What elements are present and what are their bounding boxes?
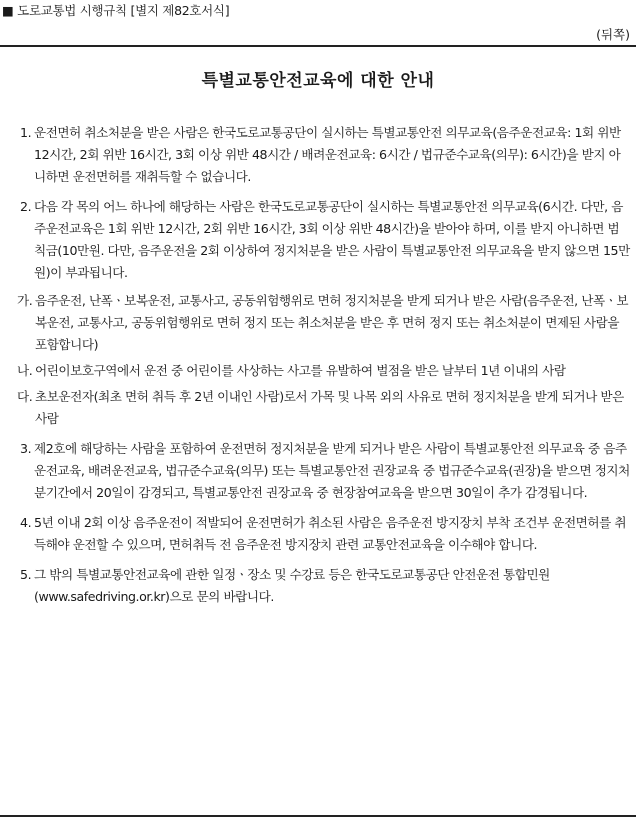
page-title: 특별교통안전교육에 대한 안내 [201, 71, 435, 91]
item-number: 5. [20, 567, 32, 582]
sub-item-number: 나. [17, 363, 33, 378]
sub-item-text: 어린이보호구역에서 운전 중 어린이를 사상하는 사고를 유발하여 벌점을 받은 날부터 1년 이내의 사람 [35, 363, 566, 378]
item-number: 2. [20, 199, 32, 214]
notice-body [17, 122, 630, 616]
notice-item-5 [20, 564, 630, 608]
item-text: 다음 각 목의 어느 하나에 해당하는 사람은 한국도로교통공단이 실시하는 특별교통안전 의무교육(6시간. 다만, 음주운전교육은 1회 위반 12시간, 2회 위반 16시간, 3회 이상 위반 48시간)을 받아야 하며, 이를 받지 아니하면 범칙금(10만원. 다만, 음주운전을 2회 이상하여 정지처분을 받은 사람이 특별교통안전 의무교육을 받지 않으면 15만원)이 부과됩니다. [34, 199, 630, 280]
bottom-divider [0, 815, 636, 817]
notice-sub-items [17, 290, 630, 430]
sub-item-text: 음주운전, 난폭ㆍ보복운전, 교통사고, 공동위험행위로 면허 정지처분을 받게 되거나 받은 사람(음주운전, 난폭ㆍ보복운전, 교통사고, 공동위험행위로 면허 정지 또는 취소처분을 받은 후 면허 정지 또는 취소처분이 면제된 사람을 포함합니다) [35, 293, 629, 352]
notice-item-2 [20, 196, 630, 284]
sub-item-number: 가. [17, 293, 33, 308]
item-text: 5년 이내 2회 이상 음주운전이 적발되어 운전면허가 취소된 사람은 음주운전 방지장치 부착 조건부 운전면허를 취득해야 운전할 수 있으며, 면허취득 전 음주운전 방지장치 관련 교통안전교육을 이수해야 합니다. [34, 515, 627, 552]
sub-item-na [17, 360, 630, 382]
notice-item-1 [20, 122, 630, 188]
sub-item-da [17, 386, 630, 430]
item-number: 1. [20, 125, 32, 140]
sub-item-ga [17, 290, 630, 356]
item-text: 제2호에 해당하는 사람을 포함하여 운전면허 정지처분을 받게 되거나 받은 사람이 특별교통안전 의무교육 중 음주운전교육, 배려운전교육, 법규준수교육(의무) 또는 특별교통안전 권장교육 중 법규준수교육(권장)을 받으면 정지처분기간에서 20일이 감경되고, 특별교통안전 권장교육 중 현장참여교육을 받으면 30일이 추가 감경됩니다. [34, 441, 630, 500]
sub-item-number: 다. [17, 389, 33, 404]
top-divider [0, 45, 636, 47]
sub-item-text: 초보운전자(최초 면허 취득 후 2년 이내인 사람)로서 가목 및 나목 외의 사유로 면허 정지처분을 받게 되거나 받은 사람 [35, 389, 624, 426]
item-text: 운전면허 취소처분을 받은 사람은 한국도로교통공단이 실시하는 특별교통안전 의무교육(음주운전교육: 1회 위반 12시간, 2회 위반 16시간, 3회 이상 위반 48시간 / 배려운전교육: 6시간 / 법규준수교육(의무): 6시간)을 받지 아니하면 운전면허를 재취득할 수 없습니다. [34, 125, 621, 184]
item-number: 4. [20, 515, 32, 530]
page-side-label: (뒤쪽) [596, 27, 630, 42]
item-text: 그 밖의 특별교통안전교육에 관한 일정ㆍ장소 및 수강료 등은 한국도로교통공단 안전운전 통합민원(www.safedriving.or.kr)으로 문의 바랍니다. [34, 567, 550, 604]
form-reference: ■ 도로교통법 시행규칙 [별지 제82호서식] [2, 3, 230, 18]
notice-item-3 [20, 438, 630, 504]
item-number: 3. [20, 441, 32, 456]
notice-item-4 [20, 512, 630, 556]
